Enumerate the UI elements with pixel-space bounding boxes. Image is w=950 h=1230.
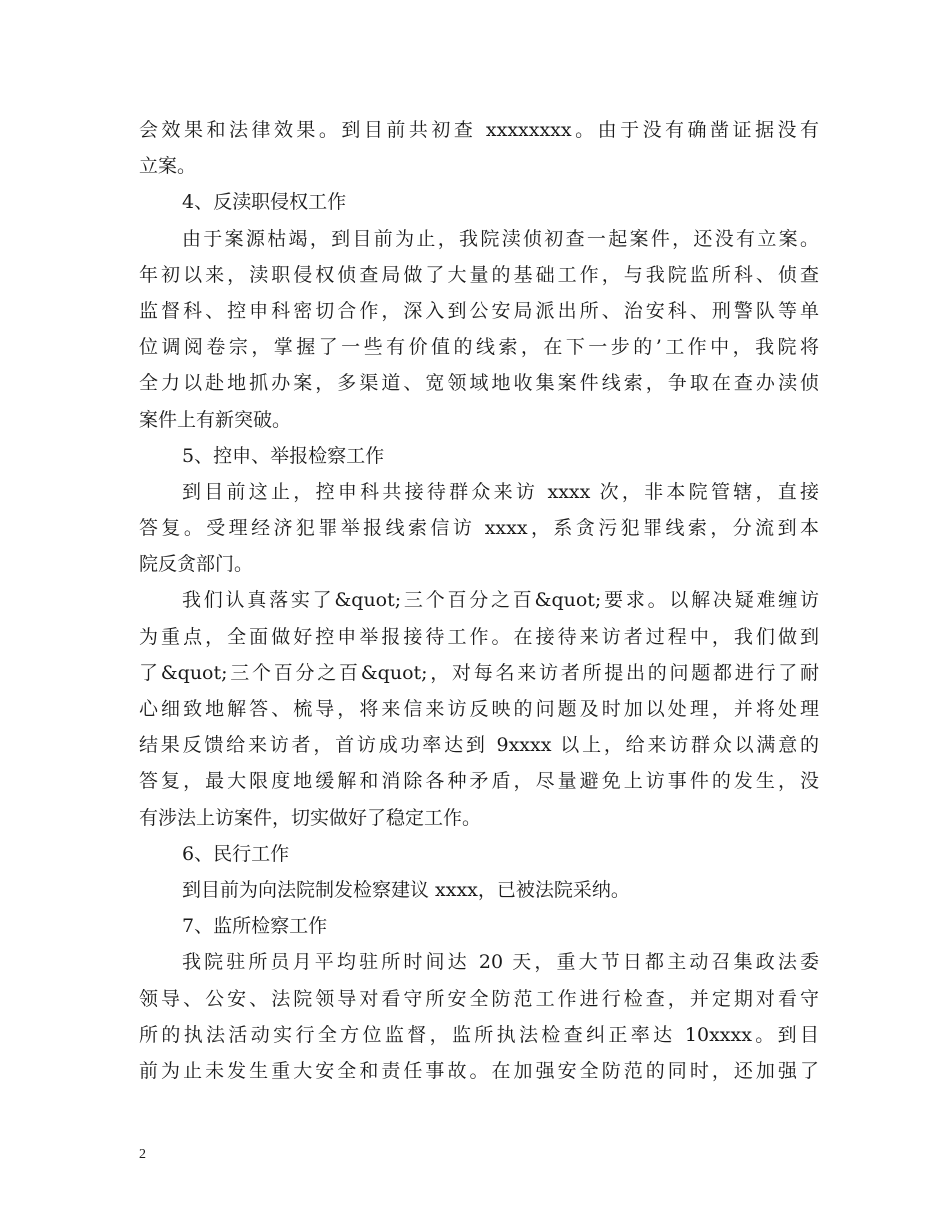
- text-line: 位调阅卷宗，掌握了一些有价值的线索，在下一步的’工作中，我院将: [139, 336, 819, 359]
- text-line: 会效果和法律效果。到目前共初查 xxxxxxxx。由于没有确凿证据没有: [139, 119, 819, 141]
- document-body: [139, 112, 819, 1089]
- text-line: 院反贪部门。: [139, 553, 254, 576]
- page-number: 2: [139, 1147, 146, 1162]
- text-line: 所的执法活动实行全方位监督，监所执法检查纠正率达 10xxxx。到目: [139, 1023, 819, 1046]
- text-line: 结果反馈给来访者，首访成功率达到 9xxxx 以上，给来访群众以满意的: [139, 734, 819, 757]
- text-line: 由于案源枯竭，到目前为止，我院渎侦初查一起案件，还没有立案。: [182, 227, 819, 250]
- text-line: 7、监所检察工作: [182, 915, 328, 938]
- text-line: 监督科、控申科密切合作，深入到公安局派出所、治安科、刑警队等单: [139, 299, 819, 322]
- text-line: 为重点，全面做好控申举报接待工作。在接待来访者过程中，我们做到: [139, 625, 819, 648]
- text-line: 立案。: [139, 155, 197, 178]
- text-line: 我们认真落实了&quot;三个百分之百&quot;要求。以解决疑难缠访: [182, 589, 819, 612]
- text-line: 心细致地解答、梳导，将来信来访反映的问题及时加以处理，并将处理: [139, 698, 819, 720]
- text-line: 年初以来，渎职侵权侦查局做了大量的基础工作，与我院监所科、侦查: [139, 263, 819, 286]
- text-line: 5、控申、举报检察工作: [182, 444, 385, 467]
- text-line: 案件上有新突破。: [139, 408, 292, 431]
- text-line: 6、民行工作: [182, 842, 290, 865]
- text-line: 领导、公安、法院领导对看守所安全防范工作进行检查，并定期对看守: [139, 987, 819, 1010]
- text-line: 前为止未发生重大安全和责任事故。在加强安全防范的同时，还加强了: [139, 1059, 819, 1082]
- text-line: 答复，最大限度地缓解和消除各种矛盾，尽量避免上访事件的发生，没: [139, 770, 819, 793]
- text-line: 全力以赴地抓办案，多渠道、宽领域地收集案件线索，争取在查办渎侦: [139, 372, 819, 395]
- text-line: 到目前这止，控申科共接待群众来访 xxxx 次，非本院管辖，直接: [182, 480, 819, 503]
- text-line: 到目前为向法院制发检察建议 xxxx，已被法院采纳。: [182, 878, 630, 901]
- text-line: 了&quot;三个百分之百&quot;，对每名来访者所提出的问题都进行了耐: [139, 661, 819, 684]
- text-line: 4、反渎职侵权工作: [182, 191, 347, 214]
- text-line: 我院驻所员月平均驻所时间达 20 天，重大节日都主动召集政法委: [182, 951, 819, 974]
- text-line: 有涉法上访案件，切实做好了稳定工作。: [139, 806, 482, 829]
- text-line: 答复。受理经济犯罪举报线索信访 xxxx，系贪污犯罪线索，分流到本: [139, 517, 819, 540]
